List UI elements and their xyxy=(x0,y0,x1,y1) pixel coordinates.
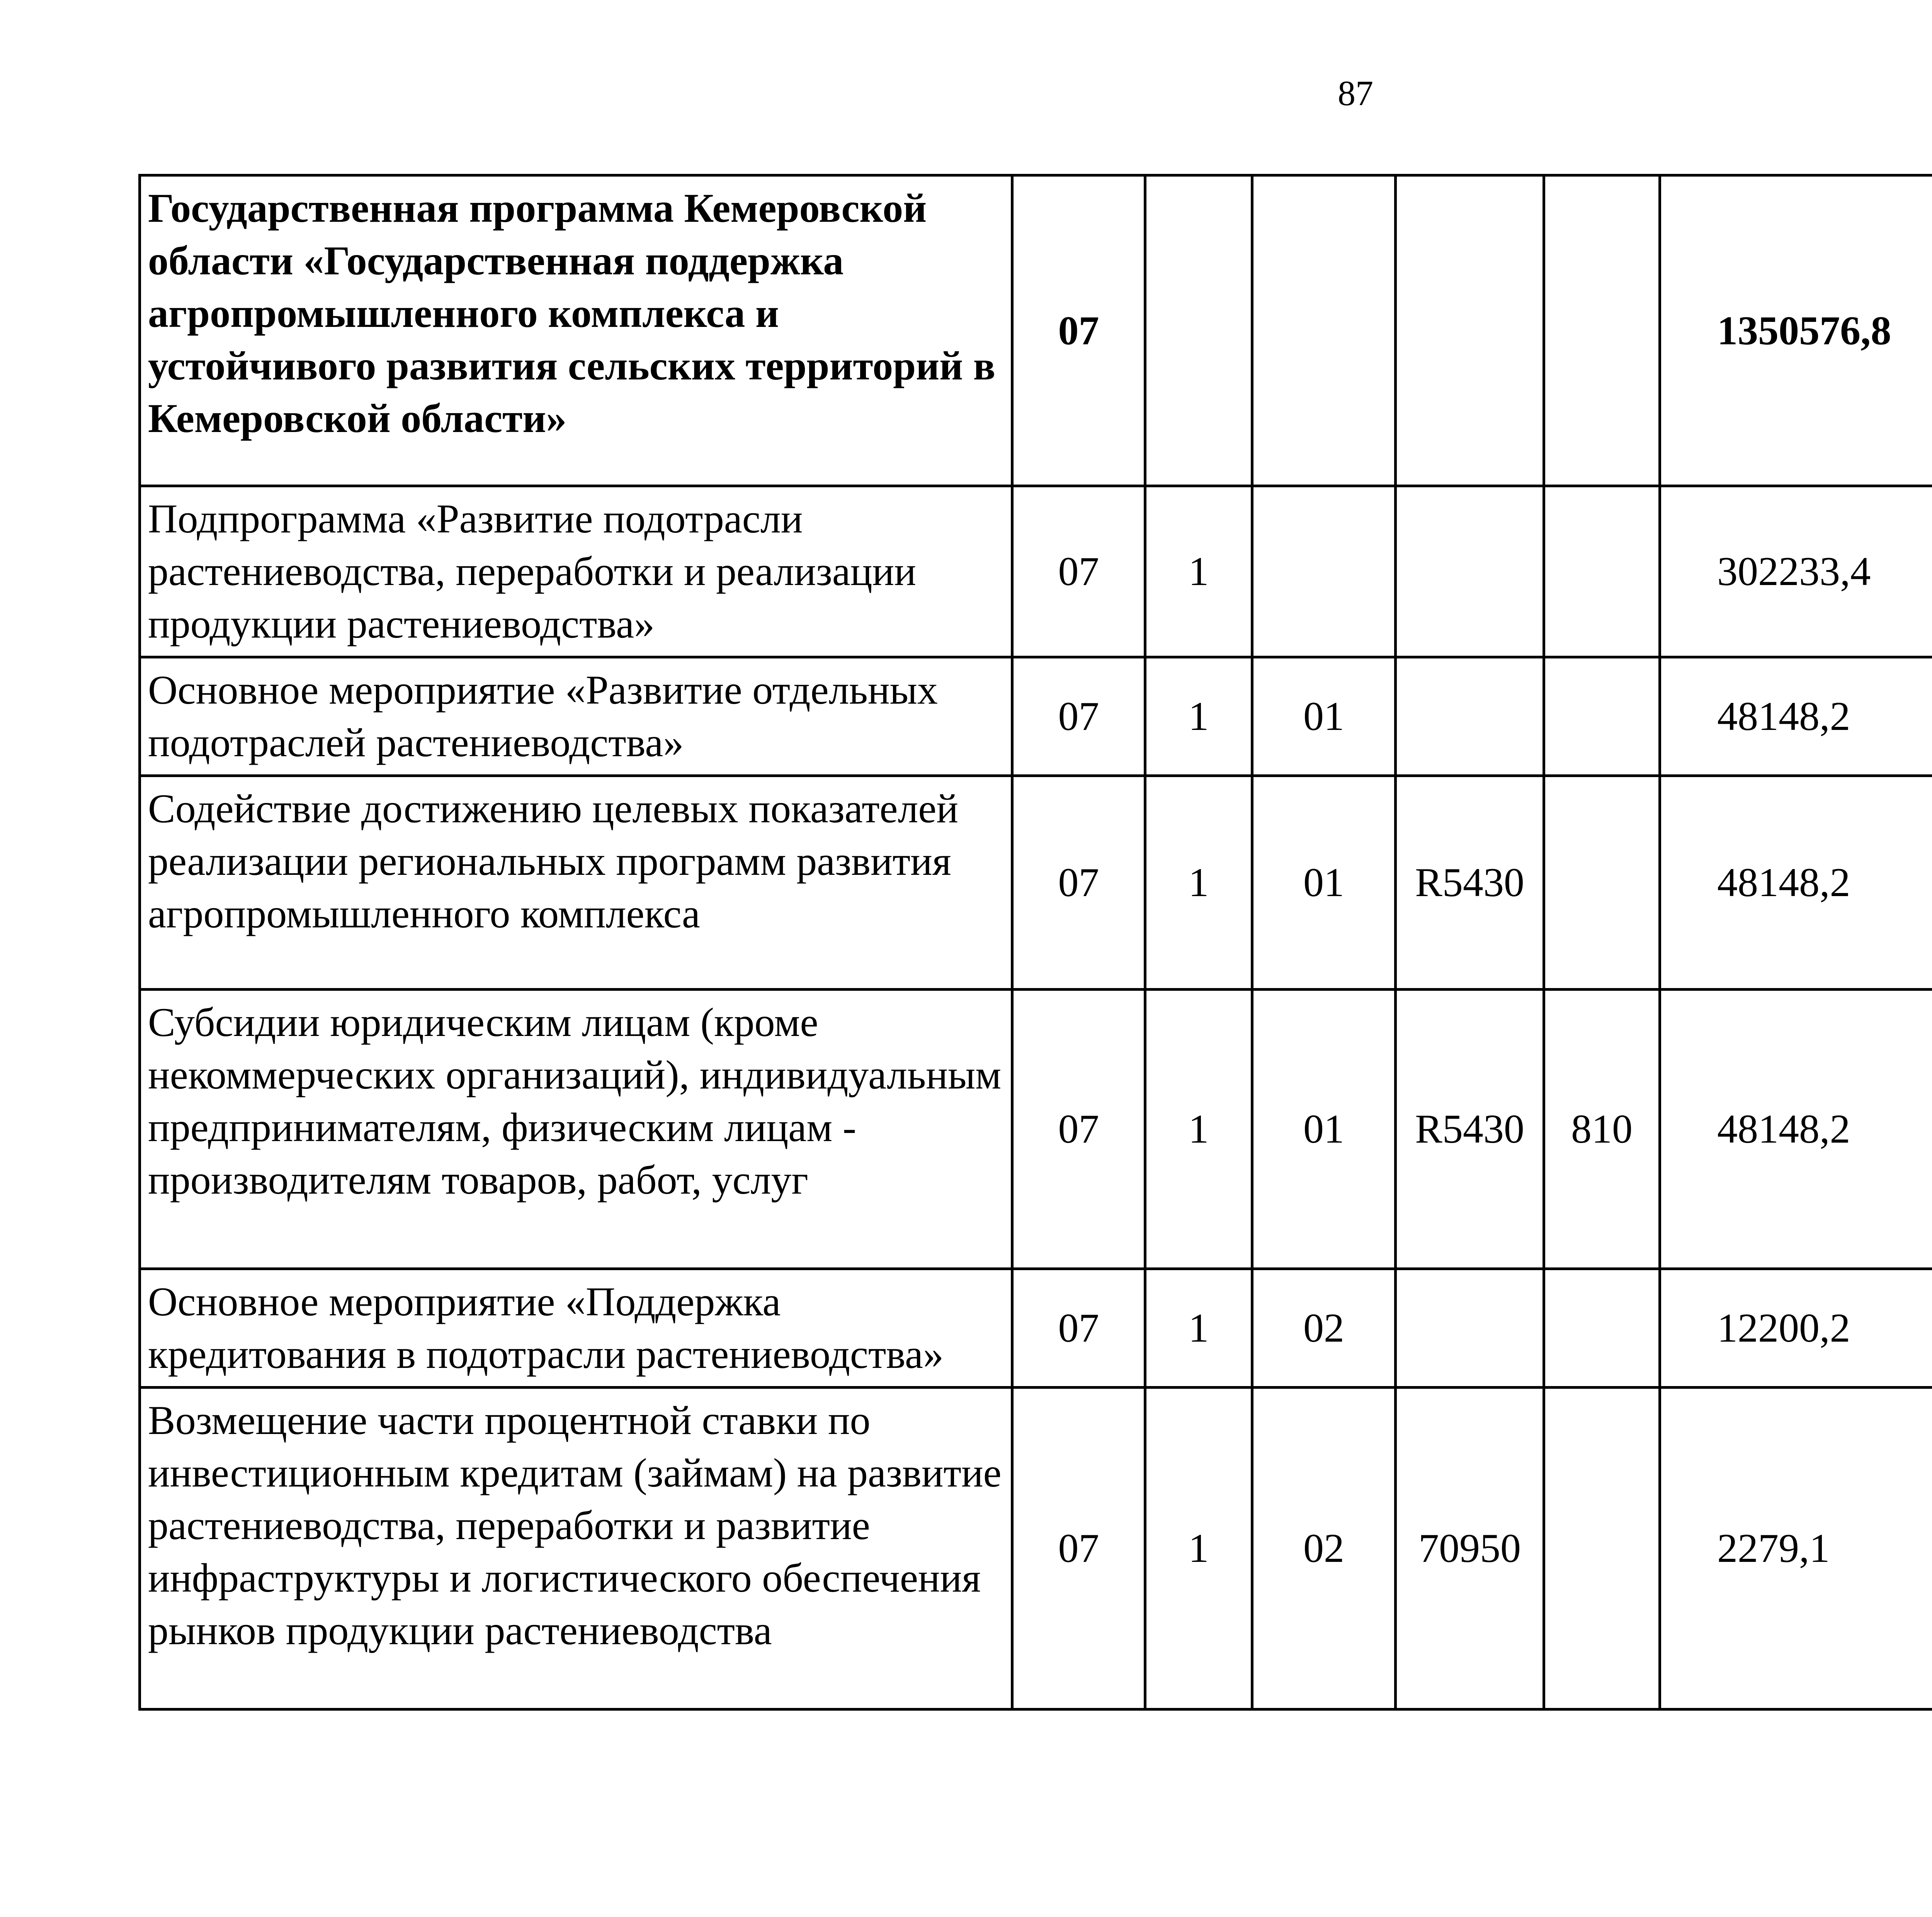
row-name: Основное мероприятие «Поддержка кредитования в подотрасли растениеводства» xyxy=(140,1269,1012,1388)
event-code xyxy=(1252,175,1396,486)
row-name: Возмещение части процентной ставки по инвестиционным кредитам (займам) на развитие растениеводства, переработки и развитие инфраструктуры и логистического обеспечения рынков продукции растениеводства xyxy=(140,1388,1012,1709)
program-code: 07 xyxy=(1012,175,1145,486)
amount-year-1: 48148,2 xyxy=(1660,776,1932,990)
event-code: 02 xyxy=(1252,1388,1396,1709)
subprogram-code xyxy=(1145,175,1252,486)
page-number: 87 xyxy=(1338,73,1373,113)
subprogram-code: 1 xyxy=(1145,990,1252,1269)
program-code: 07 xyxy=(1012,1269,1145,1388)
program-code: 07 xyxy=(1012,657,1145,776)
subprogram-code: 1 xyxy=(1145,657,1252,776)
expense-type-code xyxy=(1544,1388,1660,1709)
table-row xyxy=(140,175,1932,486)
expense-type-code xyxy=(1544,175,1660,486)
program-code: 07 xyxy=(1012,776,1145,990)
program-code: 07 xyxy=(1012,990,1145,1269)
expense-type-code xyxy=(1544,486,1660,657)
event-code: 01 xyxy=(1252,990,1396,1269)
event-code: 01 xyxy=(1252,657,1396,776)
expense-type-code xyxy=(1544,1269,1660,1388)
table-row xyxy=(140,1388,1932,1709)
amount-year-1: 48148,2 xyxy=(1660,990,1932,1269)
row-name: Государственная программа Кемеровской области «Государственная поддержка агропромышленного комплекса и устойчивого развития сельских территорий в Кемеровской области» xyxy=(140,175,1012,486)
event-code: 01 xyxy=(1252,776,1396,990)
amount-year-1: 302233,4 xyxy=(1660,486,1932,657)
program-code: 07 xyxy=(1012,1388,1145,1709)
row-name: Основное мероприятие «Развитие отдельных подотраслей растениеводства» xyxy=(140,657,1012,776)
direction-code xyxy=(1396,486,1544,657)
subprogram-code: 1 xyxy=(1145,1269,1252,1388)
direction-code: R5430 xyxy=(1396,776,1544,990)
direction-code xyxy=(1396,175,1544,486)
subprogram-code: 1 xyxy=(1145,1388,1252,1709)
table-row xyxy=(140,1269,1932,1388)
row-name: Субсидии юридическим лицам (кроме некоммерческих организаций), индивидуальным предпринимателям, физическим лицам - производителям товаров, работ, услуг xyxy=(140,990,1012,1269)
direction-code: 70950 xyxy=(1396,1388,1544,1709)
event-code: 02 xyxy=(1252,1269,1396,1388)
table-row xyxy=(140,486,1932,657)
subprogram-code: 1 xyxy=(1145,486,1252,657)
budget-table xyxy=(138,174,1932,1711)
amount-year-1: 12200,2 xyxy=(1660,1269,1932,1388)
expense-type-code xyxy=(1544,657,1660,776)
expense-type-code: 810 xyxy=(1544,990,1660,1269)
expense-type-code xyxy=(1544,776,1660,990)
amount-year-1: 48148,2 xyxy=(1660,657,1932,776)
table-row xyxy=(140,776,1932,990)
row-name: Подпрограмма «Развитие подотрасли растениеводства, переработки и реализации продукции растениеводства» xyxy=(140,486,1012,657)
program-code: 07 xyxy=(1012,486,1145,657)
subprogram-code: 1 xyxy=(1145,776,1252,990)
amount-year-1: 2279,1 xyxy=(1660,1388,1932,1709)
table-row xyxy=(140,990,1932,1269)
table-row xyxy=(140,657,1932,776)
event-code xyxy=(1252,486,1396,657)
direction-code xyxy=(1396,1269,1544,1388)
amount-year-1: 1350576,8 xyxy=(1660,175,1932,486)
direction-code: R5430 xyxy=(1396,990,1544,1269)
row-name: Содействие достижению целевых показателей реализации региональных программ развития агропромышленного комплекса xyxy=(140,776,1012,990)
direction-code xyxy=(1396,657,1544,776)
